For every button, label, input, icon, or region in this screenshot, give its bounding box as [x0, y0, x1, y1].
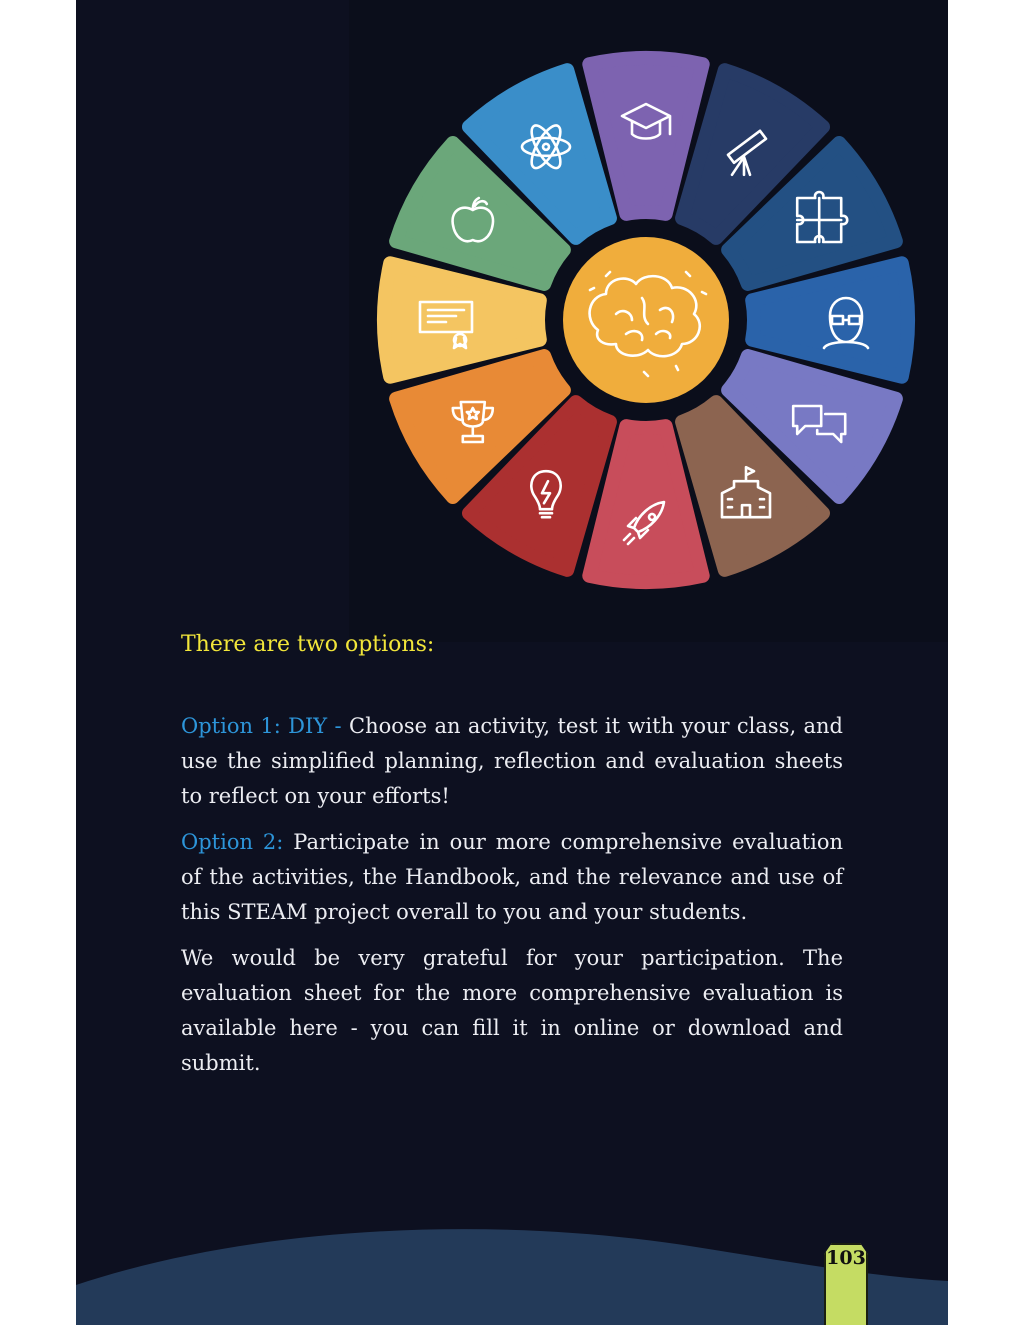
option-1-paragraph — [181, 709, 843, 814]
option-1-label: Option 1: DIY - — [181, 714, 342, 738]
steam-wheel-graphic — [76, 0, 948, 642]
option-1-text: Choose an activity, test it with your class, and use the simplified planning, reflection and evaluation sheets to reflect on your efforts! — [181, 714, 843, 808]
page — [76, 0, 948, 1325]
options-heading: There are two options: — [181, 632, 435, 657]
option-2-text: Participate in our more comprehensive evaluation of the activities, the Handbook, and the relevance and use of this STEAM project overall to you and your students. — [181, 830, 844, 924]
page-number: 103 — [826, 1247, 866, 1269]
option-2-label: Option 2: — [181, 830, 284, 854]
closing-paragraph: We would be very grateful for your participation. The evaluation sheet for the more comprehensive evaluation is available here - you can fill it in online or download and submit. — [181, 946, 843, 1075]
option-2-paragraph — [181, 825, 843, 930]
bottom-wave — [76, 1225, 948, 1325]
